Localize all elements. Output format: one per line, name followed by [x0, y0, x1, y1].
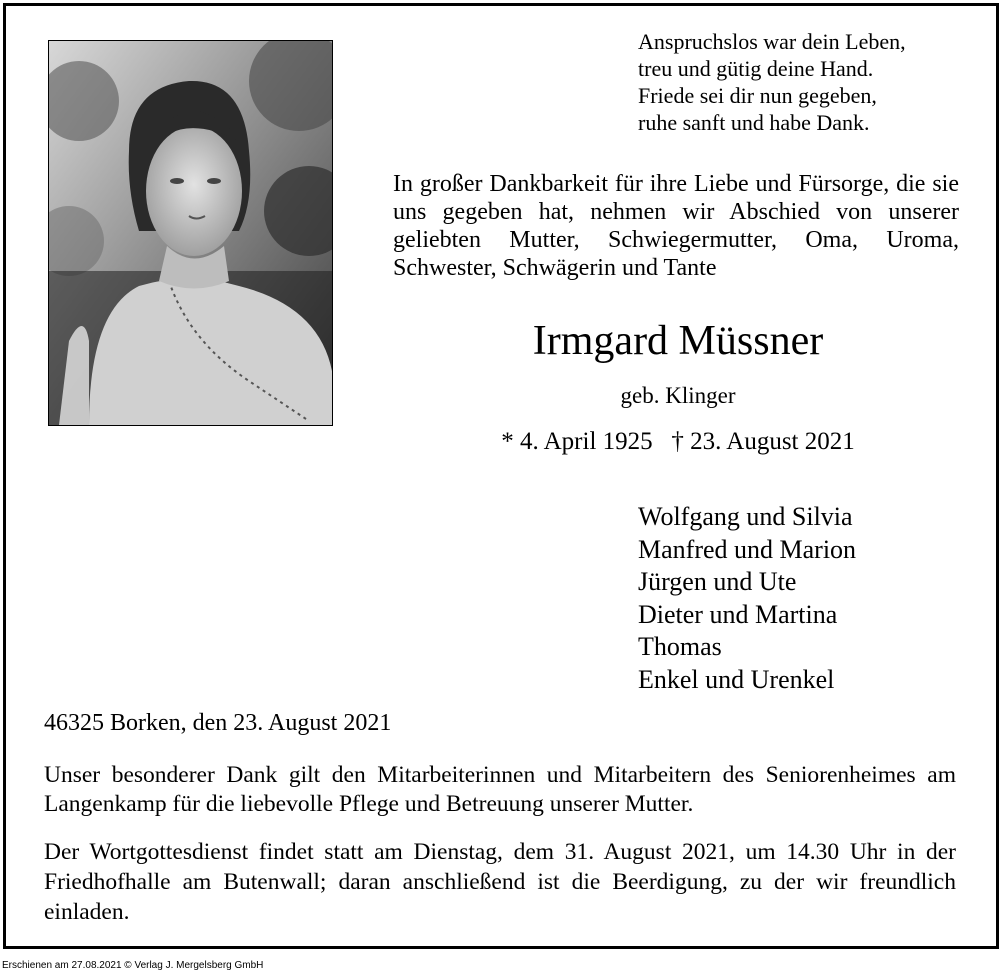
publication-footer: Erschienen am 27.08.2021 © Verlag J. Mergelsberg GmbH — [2, 960, 264, 971]
portrait-image — [49, 41, 332, 425]
place-date: 46325 Borken, den 23. August 2021 — [44, 710, 392, 736]
birth-name: geb. Klinger — [620, 383, 736, 408]
life-dates: * 4. April 1925 † 23. August 2021 — [501, 428, 855, 455]
portrait-photo — [48, 40, 333, 426]
mourner-entry: Wolfgang und Silvia — [638, 502, 853, 531]
poem-line: Friede sei dir nun gegeben, — [638, 83, 877, 108]
deceased-name: Irmgard Müssner — [532, 318, 824, 364]
mourner-entry: Manfred und Marion — [638, 534, 857, 564]
poem-line: treu und gütig deine Hand. — [638, 56, 874, 81]
mourner-entry: Dieter und Martina — [638, 599, 838, 629]
mourner-entry: Jürgen und Ute — [638, 567, 797, 596]
service-paragraph: Der Wortgottesdienst findet statt am Dienstag, dem 31. August 2021, um 14.30 Uhr in der Friedhofhalle am Butenwall; daran anschließend ist die Beerdigung, zu der wir freundlich einladen. — [44, 839, 956, 925]
mourner-entry: Thomas — [638, 632, 722, 661]
obituary-notice — [3, 3, 999, 949]
intro-text: In großer Dankbarkeit für ihre Liebe und Fürsorge, die sie uns gegeben hat, nehmen wir Abschied von unserer geliebten Mutter, Schwiegermutter, Oma, Uroma, Schwester, Schwägerin und Tante — [393, 171, 959, 281]
poem-line: Anspruchslos war dein Leben, — [638, 29, 906, 54]
mourners-list — [638, 501, 856, 696]
poem — [638, 28, 906, 136]
poem-line: ruhe sanft und habe Dank. — [638, 110, 870, 135]
thanks-paragraph: Unser besonderer Dank gilt den Mitarbeiterinnen und Mitarbeitern des Seniorenheimes am Langenkamp für die liebevolle Pflege und Betreuung unserer Mutter. — [44, 762, 956, 817]
mourner-entry: Enkel und Urenkel — [638, 664, 835, 694]
